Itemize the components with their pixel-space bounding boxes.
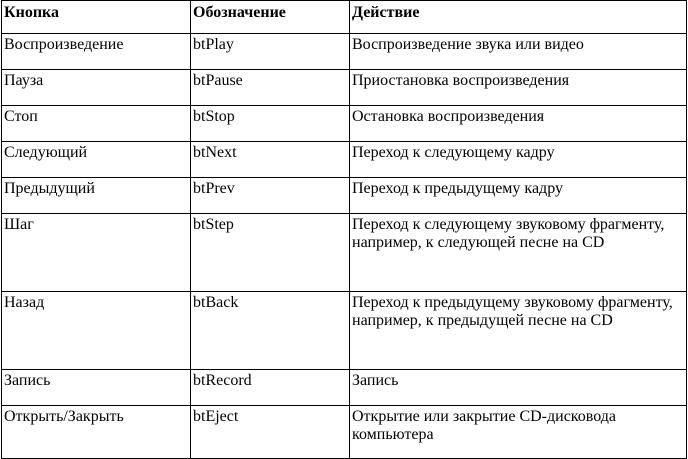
designation-cell: btRecord xyxy=(191,370,350,406)
action-cell: Открытие или закрытие CD-дисковода компьютера xyxy=(350,406,687,459)
table-row xyxy=(2,70,687,106)
button-cell: Пауза xyxy=(2,70,191,106)
designation-cell: btEject xyxy=(191,406,350,459)
designation-cell: btStop xyxy=(191,106,350,142)
button-cell: Шаг xyxy=(2,214,191,292)
table-row xyxy=(2,106,687,142)
button-cell: Предыдущий xyxy=(2,178,191,214)
designation-cell: btNext xyxy=(191,142,350,178)
header-button: Кнопка xyxy=(2,1,191,34)
action-cell: Запись xyxy=(350,370,687,406)
designation-cell: btPause xyxy=(191,70,350,106)
table-row xyxy=(2,34,687,70)
table-row xyxy=(2,292,687,370)
button-cell: Следующий xyxy=(2,142,191,178)
action-cell: Остановка воспроизведения xyxy=(350,106,687,142)
table-row xyxy=(2,142,687,178)
table-header-row xyxy=(2,1,687,34)
button-cell: Стоп xyxy=(2,106,191,142)
table-row xyxy=(2,406,687,459)
button-cell: Запись xyxy=(2,370,191,406)
designation-cell: btPrev xyxy=(191,178,350,214)
action-cell: Переход к предыдущему звуковому фрагменту, например, к предыдущей песне на CD xyxy=(350,292,687,370)
action-cell: Воспроизведение звука или видео xyxy=(350,34,687,70)
designation-cell: btBack xyxy=(191,292,350,370)
action-cell: Переход к предыдущему кадру xyxy=(350,178,687,214)
table-row xyxy=(2,370,687,406)
action-cell: Приостановка воспроизведения xyxy=(350,70,687,106)
action-cell: Переход к следующему кадру xyxy=(350,142,687,178)
header-action: Действие xyxy=(350,1,687,34)
table-row xyxy=(2,178,687,214)
designation-cell: btStep xyxy=(191,214,350,292)
table-row xyxy=(2,214,687,292)
button-cell: Назад xyxy=(2,292,191,370)
header-designation: Обозначение xyxy=(191,1,350,34)
buttons-table xyxy=(1,0,687,459)
button-cell: Воспроизведение xyxy=(2,34,191,70)
action-cell: Переход к следующему звуковому фрагменту, например, к следующей песне на CD xyxy=(350,214,687,292)
button-cell: Открыть/Закрыть xyxy=(2,406,191,459)
designation-cell: btPlay xyxy=(191,34,350,70)
